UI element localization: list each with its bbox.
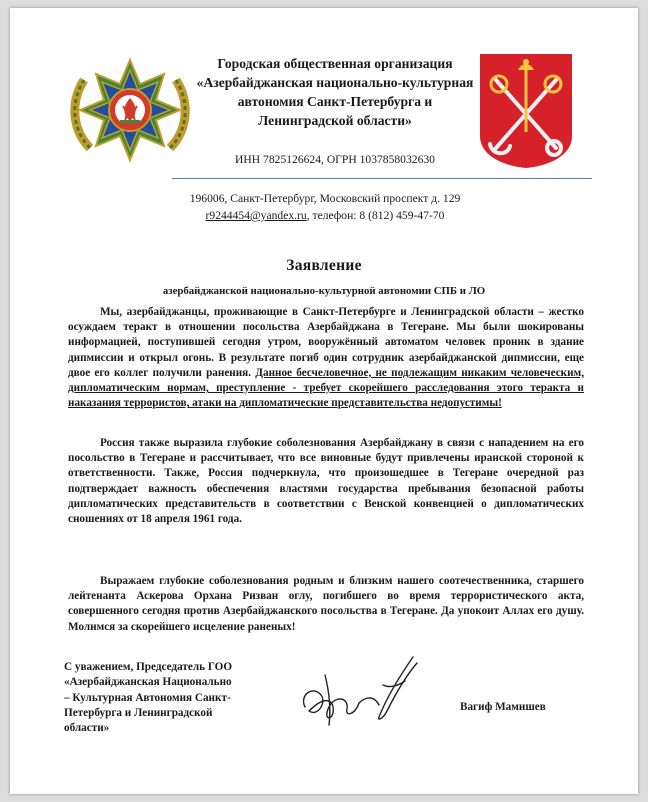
organization-name: Городская общественная организация «Азербайджанская национально-культурная автономия Санкт-Петербурга и Ленинградской области»	[196, 56, 474, 128]
paragraph-2	[68, 436, 584, 527]
handwritten-signature	[295, 655, 425, 733]
phone-text: , телефон: 8 (812) 459-47-70	[306, 209, 445, 222]
contact-block	[160, 190, 490, 224]
email-link[interactable]: r9244454@yandex.ru	[205, 209, 307, 222]
saint-petersburg-coat-of-arms-icon	[478, 52, 574, 170]
document-subtitle: азербайджанской национально-культурной автономии СПБ и ЛО	[162, 285, 486, 297]
signer-name: Вагиф Мамишев	[460, 701, 546, 713]
postal-address: 196006, Санкт-Петербург, Московский проспект д. 129	[189, 192, 461, 205]
paragraph-3	[68, 574, 584, 635]
paragraph-2-text: Россия также выразила глубокие соболезнования Азербайджану в связи с нападением на его посольство в Тегеране и рассчитывает, что все виновные будут привлечены иранской стороной к ответственности. Также, Россия подчеркнула, что произошедшее в Тегеране очередной раз подтверждает важность обеспечения властями государства пребывания безопасной работы дипломатических представительств в соответствии с Венской конвенцией о дипломатических сношениях от 18 апреля 1961 года.	[68, 437, 584, 526]
document-title: Заявление	[286, 257, 362, 274]
paragraph-1	[68, 305, 584, 411]
paragraph-1-text: Мы, азербайджанцы, проживающие в Санкт-Петербурге и Ленинградской области – жестко осуждаем теракт в отношении посольства Азербайджана в Тегеране. Мы были шокированы информацией, поступившей сегодня утром, вооружённый автоматом человек проник в здание дипмиссии и открыл огонь. В результате погиб один сотрудник азербайджанской дипмиссии, еще двое его коллег получили ранения.	[68, 306, 584, 379]
contact-line	[160, 207, 490, 224]
paragraph-1-underlined: Данное бесчеловечное, не подлежащим никаким человеческим, дипломатическим нормам, преступление - требует скорейшего расследования этого теракта и наказания террористов, атаки на дипломатические представительства недопустимы!	[68, 366, 584, 410]
paragraph-3-text: Выражаем глубокие соболезнования родным и близким нашего соотечественника, старшего лейтенанта Аскерова Орхана Ризван оглу, погибшего во время террористического акта, совершенного сегодня против Азербайджанского посольства в Тегеране. Да упокоит Аллах его душу. Молимся за скорейшего исцеление раненых!	[68, 575, 584, 633]
registration-ids: ИНН 7825126624, ОГРН 1037858032630	[235, 153, 435, 166]
azerbaijan-emblem-icon	[70, 50, 190, 166]
header-divider	[172, 178, 592, 179]
closing-block: С уважением, Председатель ГОО «Азербайджанская Национально – Культурная Автономия Санкт-Петербурга и Ленинградской области»	[64, 661, 233, 735]
